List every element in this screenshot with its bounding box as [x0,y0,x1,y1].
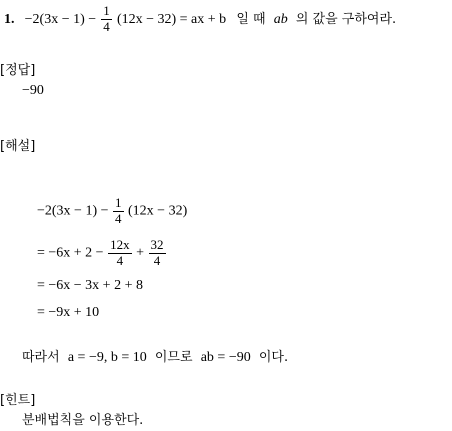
problem-text-ask: 의 값을 구하여라. [295,11,397,27]
explanation-line-2-fraction-2-denominator: 4 [153,252,161,268]
conclusion-text-so: 이므로 [154,350,193,365]
explanation-line-1-fraction-numerator: 1 [115,195,122,210]
explanation-line-2 [37,238,167,269]
hint-text: 분배법칙을 이용한다. [22,413,144,428]
explanation-line-1-fraction-denominator: 4 [115,210,122,226]
explanation-line-2-fraction-1-denominator: 4 [116,252,124,268]
hint-label: [힌트] [0,393,36,408]
explanation-line-1-start: −2(3x − 1) − [37,203,109,219]
conclusion-text-is: 이다. [258,350,289,365]
problem-expression-start: −2(3x − 1) − [24,11,97,27]
explanation-line-4: = −9x + 10 [37,305,100,320]
problem-statement [4,4,396,35]
conclusion-result: ab = −90 [200,350,251,365]
problem-text-when: 일 때 [236,11,266,27]
explanation-line-3: = −6x − 3x + 2 + 8 [37,278,143,293]
problem-number: 1. [4,11,15,27]
problem-fraction-numerator: 1 [103,3,110,18]
explanation-line-1-end: (12x − 32) [128,203,188,219]
answer-label: [정답] [0,63,36,78]
problem-expression-end: (12x − 32) = ax + b [116,11,227,27]
explanation-line-2-start: = −6x + 2 − [37,245,104,261]
explanation-line-2-fraction-1-numerator: 12x [110,237,130,252]
conclusion-text-therefore: 따라서 [22,350,60,365]
explanation-line-1 [37,196,187,227]
conclusion-values: a = −9, b = 10 [67,350,147,365]
explanation-line-2-fraction-1 [108,238,132,269]
problem-fraction [101,4,112,35]
explanation-conclusion [22,351,288,365]
explanation-line-1-fraction [113,196,124,227]
answer-value: −90 [22,83,44,98]
explanation-label: [해설] [0,139,36,154]
explanation-line-2-fraction-2-numerator: 32 [150,237,164,252]
problem-fraction-denominator: 4 [103,18,110,34]
explanation-line-2-plus: + [136,245,144,261]
explanation-line-2-fraction-2 [149,238,166,269]
problem-variable-ab: ab [273,11,288,27]
